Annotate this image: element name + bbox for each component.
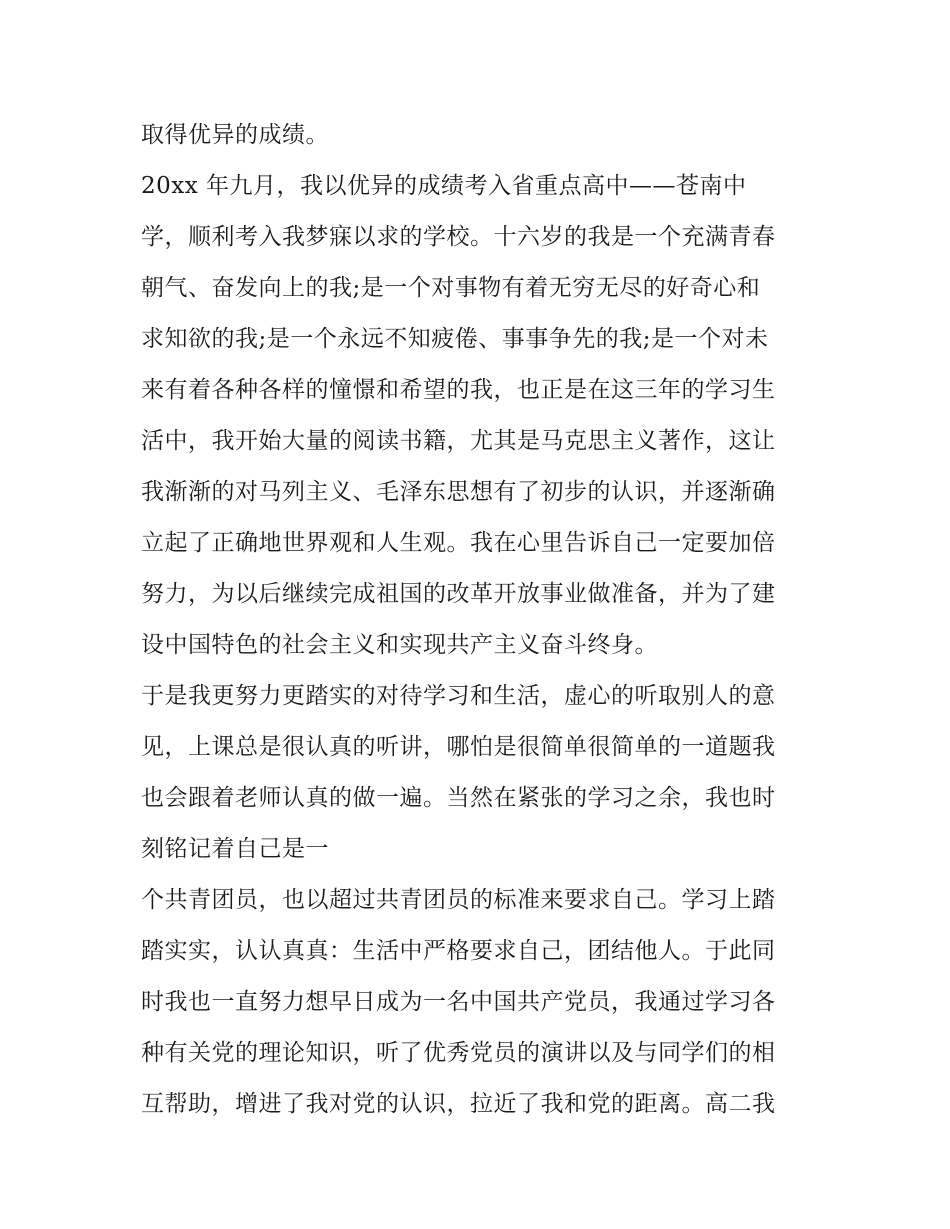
text-line: 来有着各种各样的憧憬和希望的我，也正是在这三年的学习生: [141, 377, 776, 403]
text-line: 学，顺利考入我梦寐以求的学校。十六岁的我是一个充满青春: [141, 224, 776, 250]
text-line: 取得优异的成绩。: [141, 122, 329, 148]
text-line: 我渐渐的对马列主义、毛泽东思想有了初步的认识，并逐渐确: [141, 479, 776, 505]
text-line: 努力，为以后继续完成祖国的改革开放事业做准备，并为了建: [141, 581, 776, 607]
text-line: 踏实实，认认真真：生活中严格要求自己，团结他人。于此同: [141, 938, 776, 964]
text-line: 见，上课总是很认真的听讲，哪怕是很简单很简单的一道题我: [141, 734, 776, 760]
text-line: 也会跟着老师认真的做一遍。当然在紧张的学习之余，我也时: [141, 785, 776, 811]
text-line: 20xx 年九月，我以优异的成绩考入省重点高中——苍南中: [141, 173, 747, 199]
text-line: 刻铭记着自己是一: [141, 836, 329, 862]
text-line: 设中国特色的社会主义和实现共产主义奋斗终身。: [141, 632, 658, 658]
text-line: 时我也一直努力想早日成为一名中国共产党员，我通过学习各: [141, 989, 776, 1015]
text-line: 于是我更努力更踏实的对待学习和生活，虚心的听取别人的意: [141, 683, 776, 709]
text-line: 立起了正确地世界观和人生观。我在心里告诉自己一定要加倍: [141, 530, 776, 556]
body-text: [141, 110, 821, 1130]
text-line: 个共青团员，也以超过共青团员的标准来要求自己。学习上踏: [141, 887, 776, 913]
text-line: 种有关党的理论知识，听了优秀党员的演讲以及与同学们的相: [141, 1040, 776, 1066]
text-line: 互帮助，增进了我对党的认识，拉近了我和党的距离。高二我: [141, 1091, 776, 1117]
text-line: 活中，我开始大量的阅读书籍，尤其是马克思主义著作，这让: [141, 428, 776, 454]
text-line: 朝气、奋发向上的我;是一个对事物有着无穷无尽的好奇心和: [141, 275, 761, 301]
text-line: 求知欲的我;是一个永远不知疲倦、事事争先的我;是一个对未: [141, 326, 769, 352]
